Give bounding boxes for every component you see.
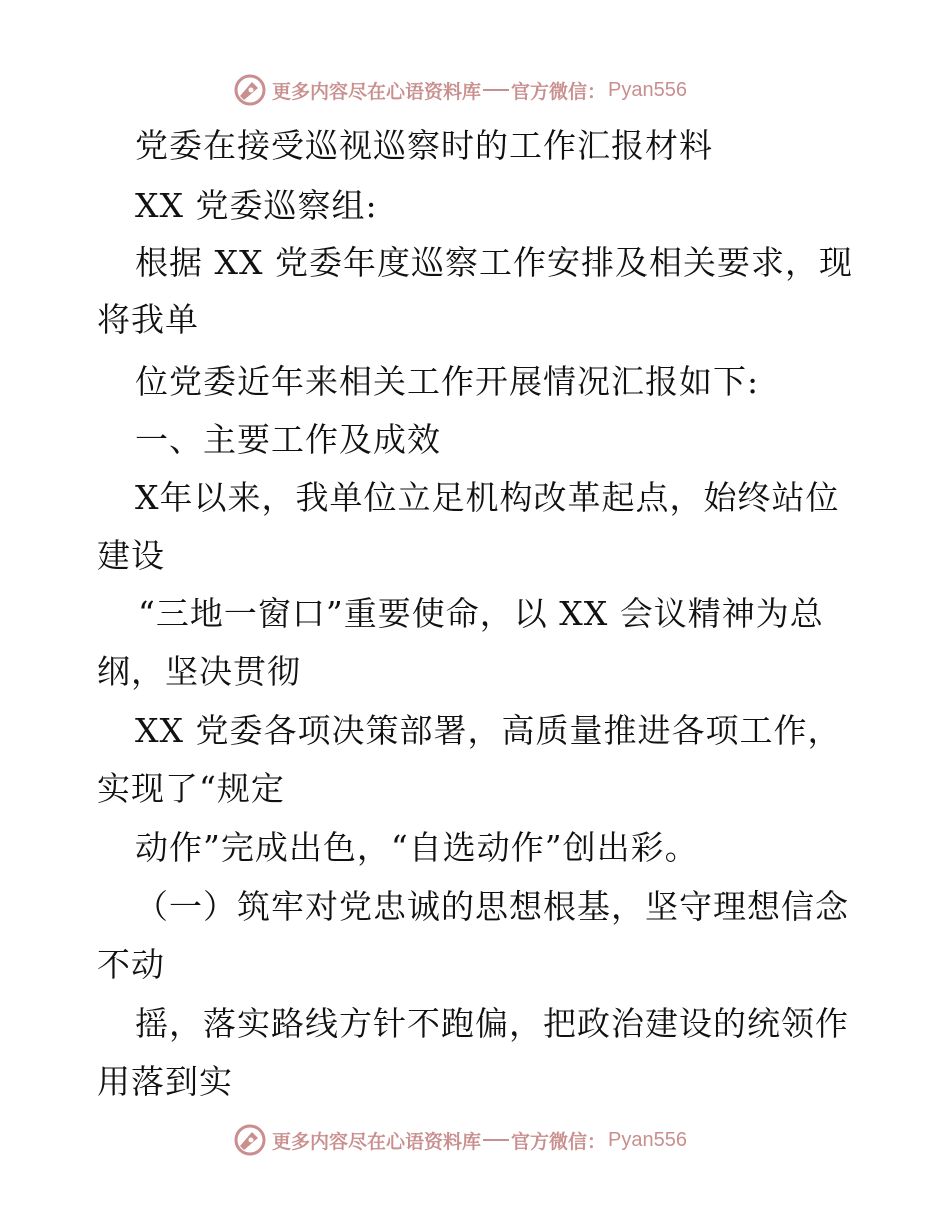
body-line: 建设 — [97, 536, 165, 575]
watermark-label: 官方微信： — [511, 1130, 607, 1153]
watermark-account: Pyan556 — [608, 78, 687, 101]
watermark-text: 更多内容尽在心语资料库 — [272, 1130, 482, 1153]
section-heading: 一、主要工作及成效 — [135, 420, 441, 459]
salutation: XX 党委巡察组: — [135, 186, 378, 225]
pen-nib-logo-icon — [232, 72, 268, 108]
body-line: 不动 — [97, 945, 165, 984]
body-line: 用落到实 — [97, 1062, 233, 1101]
watermark-banner-bottom — [232, 1120, 752, 1160]
body-line: 动作”完成出色，“自选动作”创出彩。 — [135, 828, 699, 867]
body-line: X年以来，我单位立足机构改革起点，始终站位 — [135, 478, 840, 517]
watermark-text: 更多内容尽在心语资料库 — [272, 80, 482, 103]
body-line: 将我单 — [97, 300, 199, 339]
body-line: “三地一窗口”重要使命，以 XX 会议精神为总 — [138, 594, 824, 633]
subsection-heading: （一）筑牢对党忠诚的思想根基，坚守理想信念 — [135, 887, 849, 926]
body-line: 纲，坚决贯彻 — [97, 652, 301, 691]
body-line: 摇，落实路线方针不跑偏，把政治建设的统领作 — [135, 1004, 849, 1043]
watermark-dash — [483, 1139, 509, 1141]
document-title: 党委在接受巡视巡察时的工作汇报材料 — [135, 126, 713, 165]
body-line: XX 党委各项决策部署，高质量推进各项工作， — [135, 711, 842, 750]
watermark-account: Pyan556 — [608, 1128, 687, 1151]
body-line: 根据 XX 党委年度巡察工作安排及相关要求，现 — [135, 243, 853, 282]
watermark-banner-top — [232, 70, 752, 110]
body-line: 位党委近年来相关工作开展情况汇报如下: — [135, 362, 760, 401]
body-line: 实现了“规定 — [97, 769, 285, 808]
pen-nib-logo-icon — [232, 1122, 268, 1158]
watermark-dash — [483, 89, 509, 91]
watermark-label: 官方微信： — [511, 80, 607, 103]
